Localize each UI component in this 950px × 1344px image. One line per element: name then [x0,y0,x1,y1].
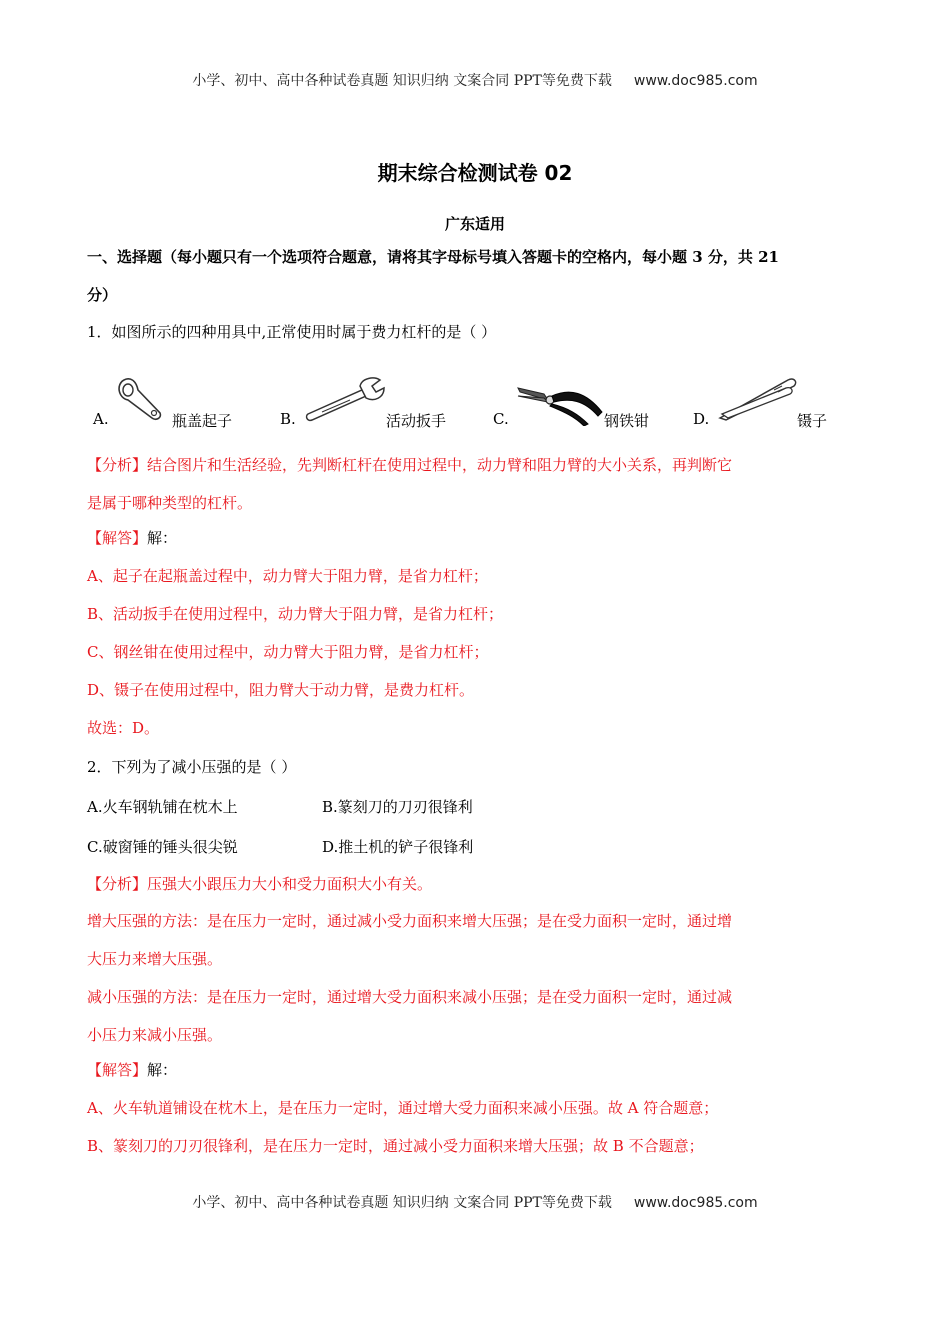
q2-analysis-line1 [87,873,432,894]
q2-option-d: D.推土机的铲子很锋利 [322,838,474,856]
page-header [0,70,950,90]
q1-option-b-label: 活动扳手 [386,412,447,430]
q1-option-d-label: 镊子 [797,412,828,430]
q1-answer-tag: 【解答】 [87,529,148,547]
footer-text: 小学、初中、高中各种试卷真题 知识归纳 文案合同 PPT等免费下载 [192,1195,612,1211]
q1-option-a-label: 瓶盖起子 [172,412,233,430]
q2-analysis-line4: 减小压强的方法：是在压力一定时，通过增大受力面积来减小压强；是在受力面积一定时，通过减 [87,988,733,1006]
q1-option-b-letter: B. [280,410,296,428]
q1-answer-heading [87,527,177,548]
page-title: 期末综合检测试卷 02 [377,161,573,185]
header-site: www.doc985.com [633,73,758,89]
q2-option-c: C.破窗锤的锤头很尖锐 [87,838,238,856]
q1-answer-b: B、活动扳手在使用过程中，动力臂大于阻力臂，是省力杠杆； [87,605,504,623]
q2-answer-a: A、火车轨道铺设在枕木上，是在压力一定时，通过增大受力面积来减小压强。故 A 符合题意； [87,1099,719,1117]
q2-analysis-line2: 增大压强的方法：是在压力一定时，通过减小受力面积来增大压强；是在受力面积一定时，通过增 [87,912,733,930]
q2-analysis-line5: 小压力来减小压强。 [87,1026,223,1044]
header-text: 小学、初中、高中各种试卷真题 知识归纳 文案合同 PPT等免费下载 [192,73,612,89]
q1-option-c-label: 钢铁钳 [604,412,650,430]
q1-analysis-line1 [87,454,732,475]
wrench-icon [302,374,386,424]
section-heading-line1: 一、选择题（每小题只有一个选项符合题意，请将其字母标号填入答题卡的空格内，每小题 3 分，共 21 [87,248,779,266]
q2-answer-heading [87,1059,177,1080]
q2-option-b: B.篆刻刀的刀刃很锋利 [322,798,473,816]
q1-answer-d: D、镊子在使用过程中，阻力臂大于动力臂，是费力杠杆。 [87,681,475,699]
q1-answer-label: 解： [147,529,178,547]
q2-stem: 2．下列为了减小压强的是（ ） [87,758,297,776]
q1-stem: 1．如图所示的四种用具中,正常使用时属于费力杠杆的是（ ） [87,323,497,341]
q1-option-d-letter: D. [693,410,710,428]
q2-analysis-text: 压强大小跟压力大小和受力面积大小有关。 [147,875,433,893]
q2-option-a: A.火车钢轨铺在枕木上 [87,798,238,816]
footer-site: www.doc985.com [633,1195,758,1211]
pliers-icon [514,378,604,426]
q2-analysis-line3: 大压力来增大压强。 [87,950,223,968]
q2-analysis-tag: 【分析】 [87,875,148,893]
q2-answer-label: 解： [147,1061,178,1079]
q1-option-c-letter: C. [493,410,509,428]
q1-answer-a: A、起子在起瓶盖过程中，动力臂大于阻力臂，是省力杠杆； [87,567,488,585]
tweezers-icon [716,374,800,424]
q1-option-a-letter: A. [93,410,109,428]
q1-analysis-line2: 是属于哪种类型的杠杆。 [87,494,253,512]
q1-analysis-text: 结合图片和生活经验，先判断杠杆在使用过程中，动力臂和阻力臂的大小关系，再判断它 [147,456,733,474]
bottle-opener-icon [114,374,170,422]
page-footer [0,1192,950,1212]
q1-answer-c: C、钢丝钳在使用过程中，动力臂大于阻力臂，是省力杠杆； [87,643,489,661]
page-subtitle: 广东适用 [444,215,505,233]
section-heading-line2: 分） [87,286,118,304]
q2-answer-b: B、篆刻刀的刀刃很锋利，是在压力一定时，通过减小受力面积来增大压强；故 B 不合题意； [87,1137,704,1155]
q1-choice: 故选：D。 [87,719,160,737]
q2-answer-tag: 【解答】 [87,1061,148,1079]
q1-analysis-tag: 【分析】 [87,456,148,474]
